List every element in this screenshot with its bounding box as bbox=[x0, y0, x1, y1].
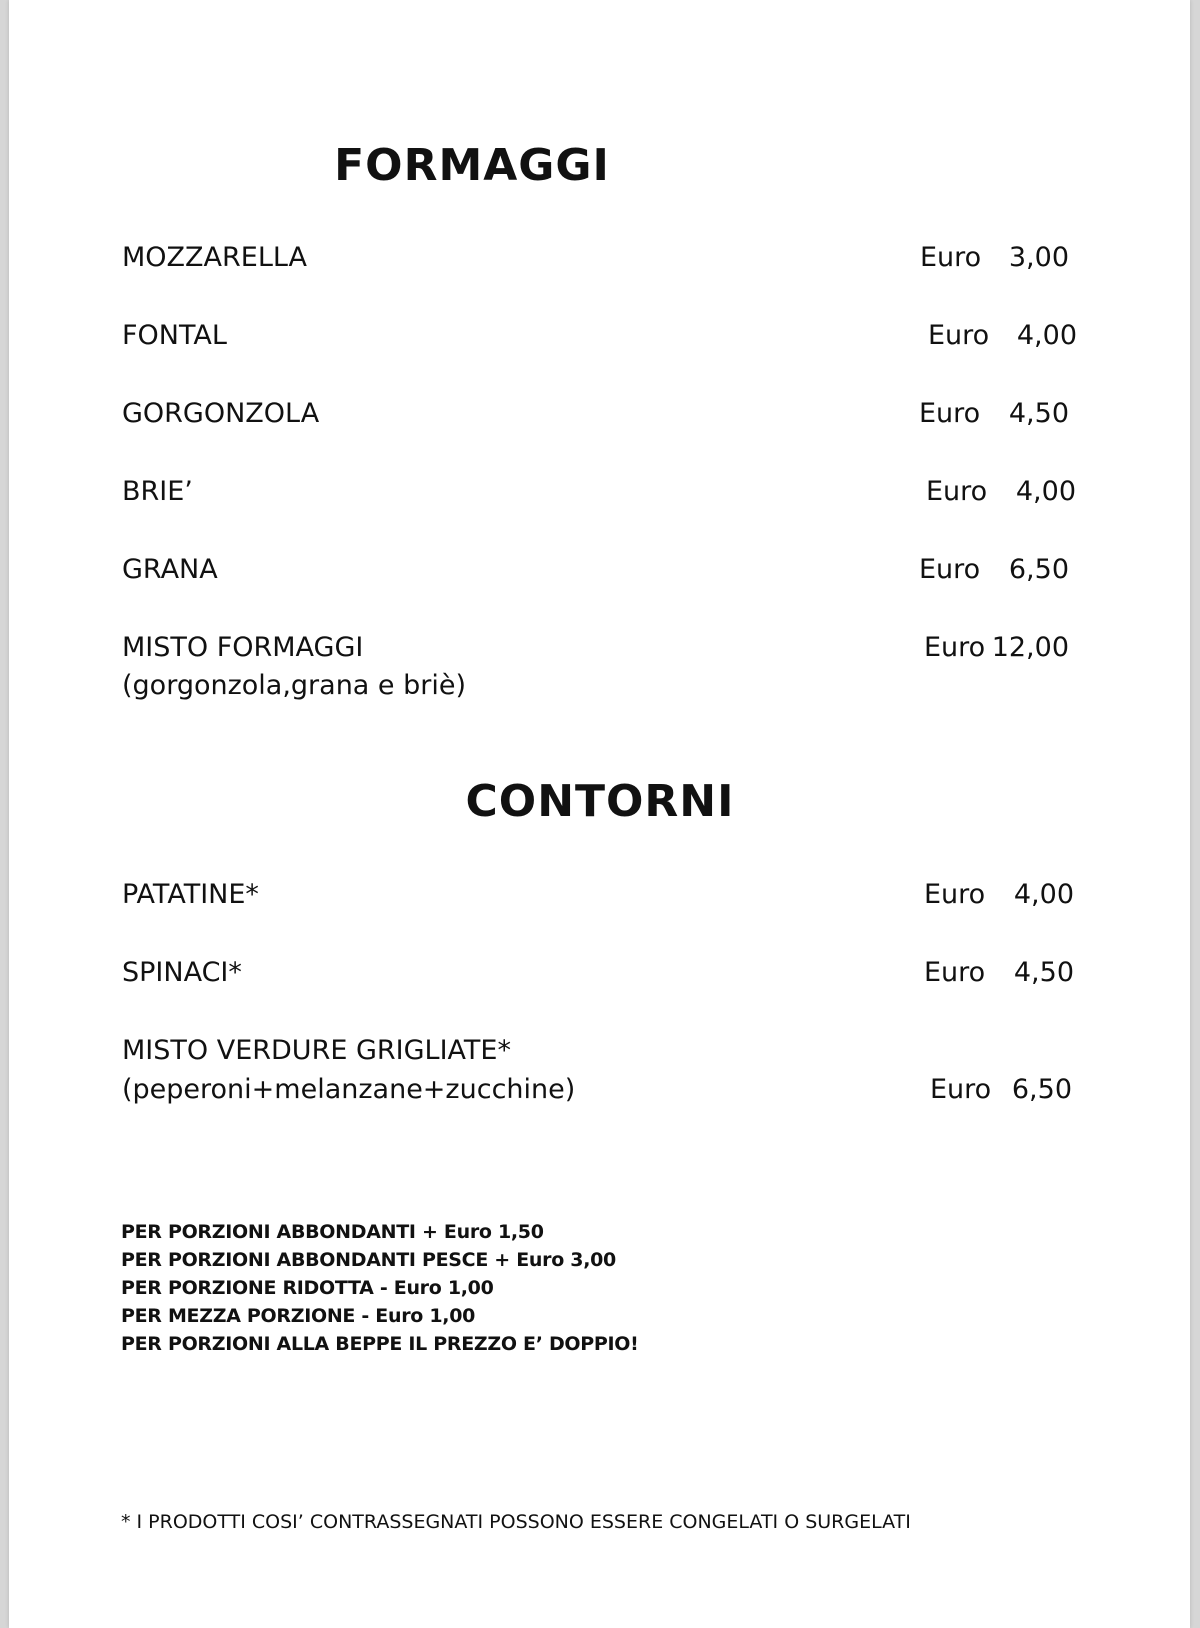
portion-note: PER PORZIONI ALLA BEPPE IL PREZZO E’ DOPPIO! bbox=[121, 1333, 639, 1355]
item-description: (gorgonzola,grana e briè) bbox=[122, 670, 467, 701]
portion-note: PER PORZIONI ABBONDANTI + Euro 1,50 bbox=[121, 1221, 544, 1243]
item-price: 6,50 bbox=[1011, 1074, 1072, 1105]
item-name: MOZZARELLA bbox=[122, 242, 308, 273]
section-title-contorni: CONTORNI bbox=[465, 776, 735, 827]
item-currency: Euro bbox=[930, 1074, 992, 1105]
item-currency: Euro bbox=[919, 554, 981, 585]
item-currency: Euro bbox=[924, 879, 986, 910]
frozen-products-footnote: * I PRODOTTI COSI’ CONTRASSEGNATI POSSONO ESSERE CONGELATI O SURGELATI bbox=[121, 1511, 911, 1533]
item-price: 3,00 bbox=[1008, 242, 1069, 273]
item-description: (peperoni+melanzane+zucchine) bbox=[122, 1074, 576, 1105]
item-currency: Euro bbox=[926, 476, 988, 507]
item-price: 12,00 bbox=[991, 632, 1069, 663]
portion-note: PER PORZIONI ABBONDANTI PESCE + Euro 3,00 bbox=[121, 1249, 616, 1271]
item-name: SPINACI* bbox=[122, 957, 242, 988]
portion-note: PER MEZZA PORZIONE - Euro 1,00 bbox=[121, 1305, 476, 1327]
item-price: 4,50 bbox=[1008, 398, 1069, 429]
item-name: PATATINE* bbox=[122, 879, 259, 910]
item-currency: Euro bbox=[924, 632, 986, 663]
item-name: GRANA bbox=[122, 554, 218, 585]
menu-page bbox=[9, 0, 1190, 1628]
item-currency: Euro bbox=[924, 957, 986, 988]
item-name: MISTO FORMAGGI bbox=[122, 632, 364, 663]
item-currency: Euro bbox=[920, 242, 982, 273]
item-name: BRIE’ bbox=[122, 476, 193, 507]
item-name: FONTAL bbox=[122, 320, 227, 351]
item-price: 4,00 bbox=[1013, 879, 1074, 910]
item-name: GORGONZOLA bbox=[122, 398, 320, 429]
item-price: 4,00 bbox=[1015, 476, 1076, 507]
item-price: 4,50 bbox=[1013, 957, 1074, 988]
item-currency: Euro bbox=[919, 398, 981, 429]
section-title-formaggi: FORMAGGI bbox=[334, 140, 610, 191]
portion-note: PER PORZIONE RIDOTTA - Euro 1,00 bbox=[121, 1277, 494, 1299]
item-currency: Euro bbox=[928, 320, 990, 351]
item-name: MISTO VERDURE GRIGLIATE* bbox=[122, 1035, 511, 1066]
item-price: 6,50 bbox=[1008, 554, 1069, 585]
item-price: 4,00 bbox=[1016, 320, 1077, 351]
